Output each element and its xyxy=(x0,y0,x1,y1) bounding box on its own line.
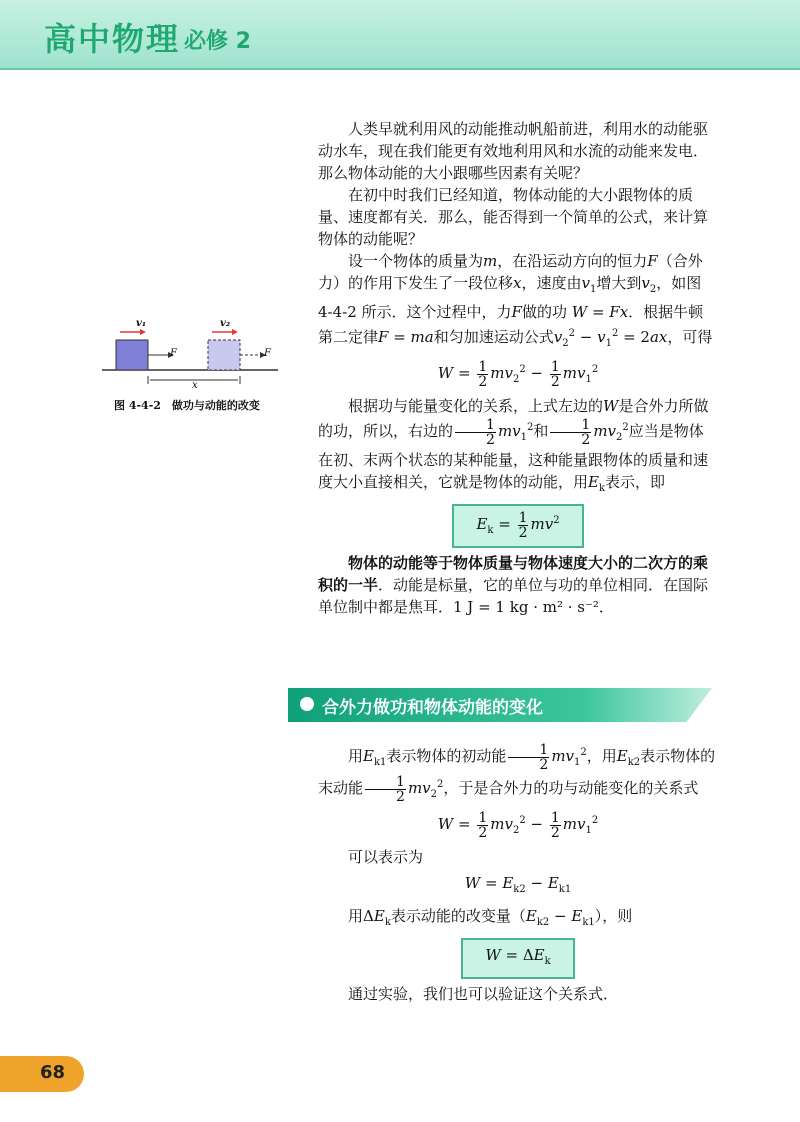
section-text xyxy=(318,742,718,1005)
label-f2: F xyxy=(264,348,271,359)
book-title: 高中物理 xyxy=(44,20,181,58)
paragraph-5: 物体的动能等于物体质量与物体速度大小的二次方的乘积的一半．动能是标量，它的单位与功的单位相同．在国际单位制中都是焦耳．1 J = 1 kg · m² · s⁻²． xyxy=(318,554,709,616)
page-header xyxy=(0,0,800,70)
section-bullet-icon xyxy=(300,697,314,711)
book-subtitle: 必修 2 xyxy=(184,29,251,54)
section-paragraph-2: 可以表示为 xyxy=(348,848,424,866)
figure-caption: 图 4-4-2 做功与动能的改变 xyxy=(114,399,260,412)
equation-kinetic-energy: $E_k$ = $\frac{1}{2}$ $mv^2$ xyxy=(318,504,718,548)
section-title: 合外力做功和物体动能的变化 xyxy=(322,698,543,718)
paragraph-4: 根据功与能量变化的关系，上式左边的W是合外力所做的功，所以，右边的 $\frac{1}{2}$ $mv_1^2$和 $\frac{1}{2}$ $mv_2^2$应当是物体在初、末两个状态的某种能量，这种能量跟物体的质量和速度大小直接相关，它就是物体的动能，用$E_k$表示，即 xyxy=(318,397,709,494)
page-number: 68 xyxy=(40,1062,66,1083)
label-x: x xyxy=(192,380,198,391)
equation-work-energy-2: W = $\frac{1}{2}$ $mv_2^2$ − $\frac{1}{2}$ $mv_1^2$ xyxy=(437,809,599,841)
label-v1: v₁ xyxy=(136,318,147,329)
paragraph-3: 设一个物体的质量为m，在沿运动方向的恒力F（合外力）的作用下发生了一段位移x，速度由$v_1$增大到$v_2$，如图 4-4-2 所示．这个过程中，力F做的功 W = Fx．根据牛顿第二定律F = ma和匀加速运动公式$v_2^2 - v_1^2 = 2ax$，可得 xyxy=(318,252,713,349)
section-paragraph-3: 用$\Delta E_k$表示动能的改变量$(E_{k2} - E_{k1})$，则 xyxy=(348,907,633,928)
paragraph-1: 人类早就利用风的动能推动帆船前进，利用水的动能驱动水车，现在我们能更有效地利用风和水流的动能来发电．那么物体动能的大小跟哪些因素有关呢？ xyxy=(318,120,709,182)
label-f1: F xyxy=(170,348,177,359)
equation-delta-ek: $W = \Delta E_k$ xyxy=(318,938,718,979)
main-text xyxy=(318,118,718,618)
section-paragraph-1: 用$E_{k1}$表示物体的初动能 $\frac{1}{2}$ $mv_1^2$，用$E_{k2}$表示物体的末动能 $\frac{1}{2}$ $mv_2^2$，于是合外力的功与动能变化的关系式 xyxy=(318,741,716,805)
equation-ek-difference: $W = E_{k2} - E_{k1}$ xyxy=(464,874,572,895)
paragraph-2: 在初中时我们已经知道，物体动能的大小跟物体的质量、速度都有关．那么，能否得到一个简单的公式，来计算物体的动能呢？ xyxy=(318,186,709,248)
section-paragraph-4: 通过实验，我们也可以验证这个关系式． xyxy=(348,985,619,1003)
equation-work-energy: W = $\frac{1}{2}$ $mv_2^2$ − $\frac{1}{2}$ $mv_1^2$ xyxy=(437,358,599,390)
label-v2: v₂ xyxy=(220,318,231,329)
figure-work-kinetic xyxy=(100,318,280,402)
